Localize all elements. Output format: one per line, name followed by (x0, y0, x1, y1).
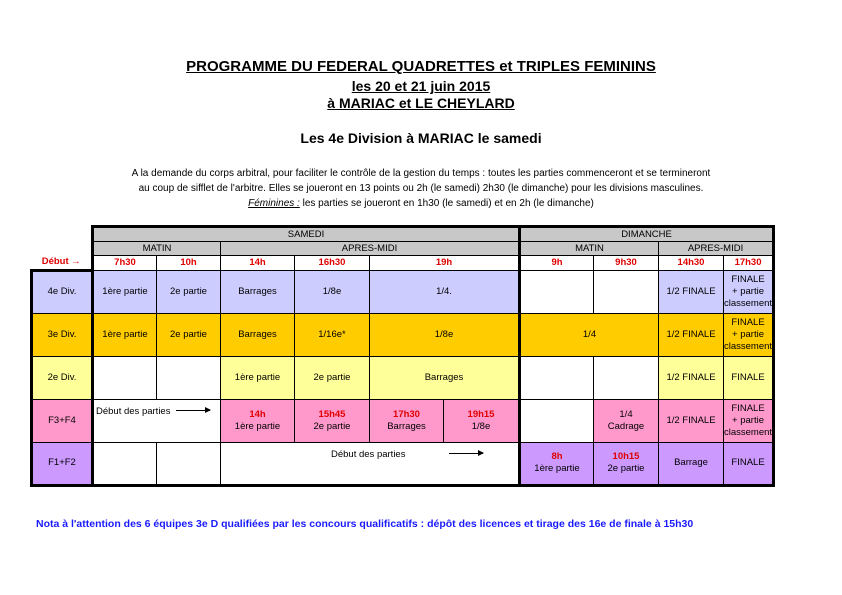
cell-time: 8h (551, 451, 563, 462)
day-saturday: SAMEDI (93, 227, 520, 242)
empty-cell (520, 356, 594, 399)
empty-cell (520, 270, 594, 313)
cell: Barrages (370, 356, 520, 399)
cell-line: classement (724, 297, 773, 309)
start-note (93, 399, 221, 442)
cell-line: 1/4 (619, 408, 633, 420)
cell (594, 442, 659, 485)
intro-line-1: A la demande du corps arbitral, pour faciliter le contrôle de la gestion du temps : toutes les parties commenceront et se termineront (131, 168, 711, 179)
cell: 1ère partie (93, 313, 157, 356)
time-header: 14h30 (659, 256, 724, 271)
cell-line: Cadrage (607, 420, 645, 432)
intro-line-2: au coup de sifflet de l'arbitre. Elles se joueront en 13 points ou 2h (le samedi) 2h30 (le dimanche) pour les divisions masculines. (138, 183, 704, 194)
time-header: 7h30 (93, 256, 157, 271)
cell: 1ère partie (93, 270, 157, 313)
row-3e-div (32, 313, 774, 356)
feminines-label: Féminines : (248, 198, 300, 209)
row-2e-div (32, 356, 774, 399)
cell: 1ère partie (221, 356, 295, 399)
debut-label: Début → (41, 256, 81, 267)
empty-cell (594, 356, 659, 399)
time-header: 10h (157, 256, 221, 271)
cell-line: classement (724, 426, 773, 438)
time-header: 14h (221, 256, 295, 271)
cell: 1/4 (520, 313, 659, 356)
cell-time: 10h15 (612, 451, 640, 462)
page-subtitle: Les 4e Division à MARIAC le samedi (300, 130, 542, 146)
cell-line: 2e partie (313, 420, 351, 432)
row-label: 2e Div. (32, 356, 93, 399)
cell-line: + partie (732, 328, 764, 340)
row-label: 4e Div. (32, 270, 93, 313)
arrow-right-icon (176, 410, 210, 411)
cell (295, 399, 370, 442)
cell-line: 1ère partie (234, 420, 281, 432)
cell-line: 1ère partie (534, 463, 580, 474)
cell-line: FINALE (731, 273, 765, 285)
row-f3-f4 (32, 399, 774, 442)
start-note-text: Début des parties (331, 448, 406, 460)
cell-line: Barrages (387, 420, 426, 432)
cell: 1/2 FINALE (659, 399, 724, 442)
cell: 2e partie (295, 356, 370, 399)
cell: 2e partie (157, 270, 221, 313)
cell-time: 19h15 (467, 408, 495, 420)
cell: 1/2 FINALE (659, 313, 724, 356)
cell: 2e partie (157, 313, 221, 356)
time-header: 19h (370, 256, 520, 271)
page-title: PROGRAMME DU FEDERAL QUADRETTES et TRIPLES FEMININS (186, 58, 656, 75)
cell: 1/8e (370, 313, 520, 356)
time-header: 16h30 (295, 256, 370, 271)
empty-cell (93, 356, 157, 399)
cell-time: 17h30 (393, 408, 420, 420)
cell (221, 399, 295, 442)
event-dates: les 20 et 21 juin 2015 (351, 78, 491, 94)
row-f1-f2 (32, 442, 774, 485)
arrow-right-icon (449, 453, 483, 454)
cell-line: + partie (732, 285, 764, 297)
cell: 1/16e* (295, 313, 370, 356)
cell: 1/8e (295, 270, 370, 313)
row-label: 3e Div. (32, 313, 93, 356)
period-sat-afternoon: APRES-MIDI (221, 242, 520, 256)
start-note-text: Début des parties (96, 405, 171, 417)
cell: Barrage (659, 442, 724, 485)
cell-line: FINALE (731, 402, 765, 414)
cell: Barrages (221, 313, 295, 356)
cell: 1/2 FINALE (659, 270, 724, 313)
time-header: 9h30 (594, 256, 659, 271)
row-label: F3+F4 (32, 399, 93, 442)
cell (724, 313, 774, 356)
feminines-text: les parties se joueront en 1h30 (le samedi) et en 2h (le dimanche) (299, 198, 594, 209)
cell: FINALE (724, 356, 774, 399)
cell (724, 270, 774, 313)
empty-cell (520, 399, 594, 442)
cell-time: 15h45 (318, 408, 346, 420)
row-label: F1+F2 (32, 442, 93, 485)
period-sun-afternoon: APRES-MIDI (659, 242, 774, 256)
cell-line: FINALE (731, 316, 765, 328)
cell (370, 399, 444, 442)
row-4e-div (32, 270, 774, 313)
day-sunday: DIMANCHE (520, 227, 774, 242)
empty-cell (157, 442, 221, 485)
footnote: Nota à l'attention des 6 équipes 3e D qualifiées par les concours qualificatifs : dépôt des licences et tirage des 16e de finale à 15h30 (36, 518, 694, 530)
empty-cell (157, 356, 221, 399)
start-note (221, 442, 520, 485)
schedule-table (30, 225, 775, 487)
cell: FINALE (724, 442, 774, 485)
empty-cell (594, 270, 659, 313)
cell: 1/4. (370, 270, 520, 313)
cell (520, 442, 594, 485)
cell (724, 399, 774, 442)
cell-line: 2e partie (607, 463, 645, 474)
intro-line-3 (0, 198, 842, 209)
cell-line: 1/8e (471, 420, 491, 432)
cell-time: 14h (249, 408, 266, 420)
cell: Barrages (221, 270, 295, 313)
cell: 1/2 FINALE (659, 356, 724, 399)
period-sun-morning: MATIN (520, 242, 659, 256)
cell-line: + partie (732, 414, 764, 426)
cell (594, 399, 659, 442)
cell (444, 399, 520, 442)
time-header: 9h (520, 256, 594, 271)
cell-line: classement (724, 340, 773, 352)
time-header: 17h30 (724, 256, 774, 271)
empty-cell (93, 442, 157, 485)
event-place: à MARIAC et LE CHEYLARD (327, 95, 515, 111)
period-sat-morning: MATIN (93, 242, 221, 256)
